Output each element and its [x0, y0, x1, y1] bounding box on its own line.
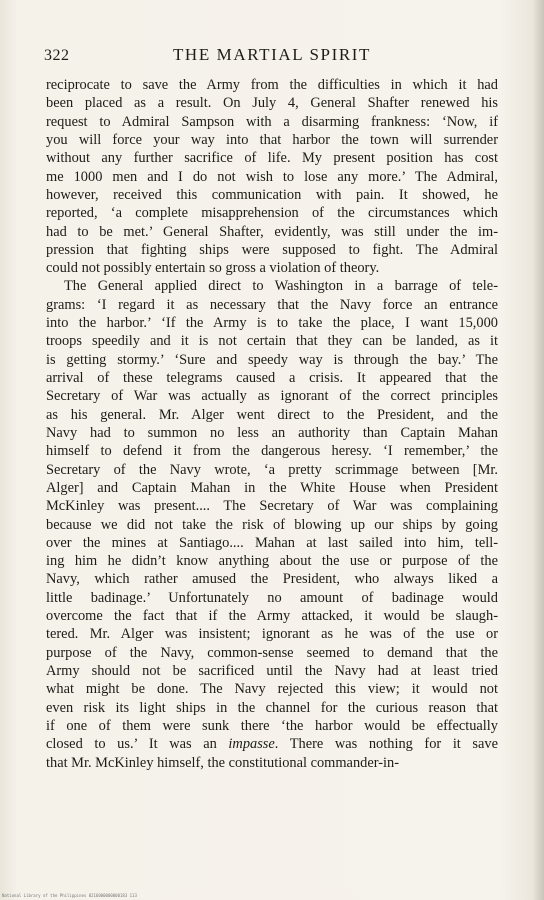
- text-line: The General applied direct to Washington in a barrage of tele-: [64, 278, 498, 295]
- scan-footer-note: National Library of the Philippines 0216000000000183 113: [2, 893, 137, 898]
- text-line: little badinage.’ Unfortunately no amount of badinage would: [46, 589, 498, 606]
- body-text: [46, 76, 498, 772]
- text-line: is getting stormy.’ ‘Sure and speedy way is through the bay.’ The: [46, 351, 498, 368]
- text-line: Navy, which rather amused the President, who always liked a: [46, 571, 498, 588]
- text-line: had to be met.’ General Shafter, evidently, was still under the im-: [46, 223, 498, 240]
- text-line: purpose of the Navy, common-sense seemed to demand that the: [46, 644, 498, 661]
- text-line: reciprocate to save the Army from the difficulties in which it had: [46, 77, 498, 93]
- text-line: reported, ‘a complete misapprehension of the circumstances which: [46, 205, 498, 222]
- text-line: McKinley was present.... The Secretary of War was complaining: [46, 498, 498, 515]
- text-line: over the mines at Santiago.... Mahan at last sailed into him, tell-: [46, 534, 498, 551]
- text-line: what might be done. The Navy rejected this view; it would not: [46, 681, 498, 698]
- page-number: 322: [44, 47, 70, 64]
- text-line: as his general. Mr. Alger went direct to the President, and the: [46, 406, 498, 423]
- paragraph: [46, 277, 498, 771]
- text-line: Secretary of War was actually as ignorant of the correct principles: [46, 388, 498, 405]
- text-line: without any further sacrifice of life. My present position has cost: [46, 150, 498, 167]
- text-line: grams: ‘I regard it as necessary that the Navy force an entrance: [46, 296, 498, 313]
- italic-word: impasse: [228, 736, 275, 753]
- text-run: . There was nothing for it save: [274, 736, 498, 753]
- text-line: arrival of these telegrams caused a crisis. It appeared that the: [46, 370, 498, 386]
- text-line: been placed as a result. On July 4, General Shafter renewed his: [46, 95, 498, 112]
- text-line: [46, 735, 498, 753]
- text-line: pression that fighting ships were supposed to fight. The Admiral: [46, 241, 498, 258]
- text-line: overcome the fact that if the Army attacked, it would be slaugh-: [46, 608, 498, 625]
- text-line: Alger] and Captain Mahan in the White House when President: [46, 479, 498, 496]
- text-line: Navy had to summon no less an authority than Captain Mahan: [46, 424, 498, 441]
- text-run: closed to us.’ It was an: [46, 736, 229, 753]
- text-line: because we did not take the risk of blowing up our ships by going: [46, 516, 498, 533]
- text-line: however, received this communication with pain. It showed, he: [46, 186, 498, 203]
- text-line: Secretary of the Navy wrote, ‘a pretty scrimmage between [Mr.: [46, 461, 498, 478]
- text-line: request to Admiral Sampson with a disarming frankness: ‘Now, if: [46, 113, 498, 130]
- text-line: Army should not be sacrificed until the Navy had at least tried: [46, 663, 498, 679]
- text-line: if one of them were sunk there ‘the harbor would be effectually: [46, 717, 498, 734]
- text-line: could not possibly entertain so gross a violation of theory.: [46, 260, 380, 277]
- text-line: me 1000 men and I do not wish to lose any more.’ The Admiral,: [46, 168, 498, 185]
- text-line: tered. Mr. Alger was insistent; ignorant as he was of the use or: [46, 626, 498, 643]
- text-line: ing him he didn’t know anything about the use or purpose of the: [46, 553, 498, 570]
- text-line: even risk its light ships in the channel for the curious reason that: [46, 699, 498, 716]
- text-line: troops speedily and it is not certain that they can be landed, as it: [46, 333, 498, 350]
- running-head: THE MARTIAL SPIRIT: [172, 45, 372, 64]
- text-line: you will force your way into that harbor the town will surrender: [46, 131, 498, 148]
- text-line: that Mr. McKinley himself, the constitutional commander-in-: [46, 754, 400, 771]
- text-line: himself to defend it from the dangerous heresy. ‘I remember,’ the: [46, 443, 498, 460]
- text-line: into the harbor.’ ‘If the Army is to take the place, I want 15,000: [46, 315, 498, 332]
- paragraph: [46, 76, 498, 277]
